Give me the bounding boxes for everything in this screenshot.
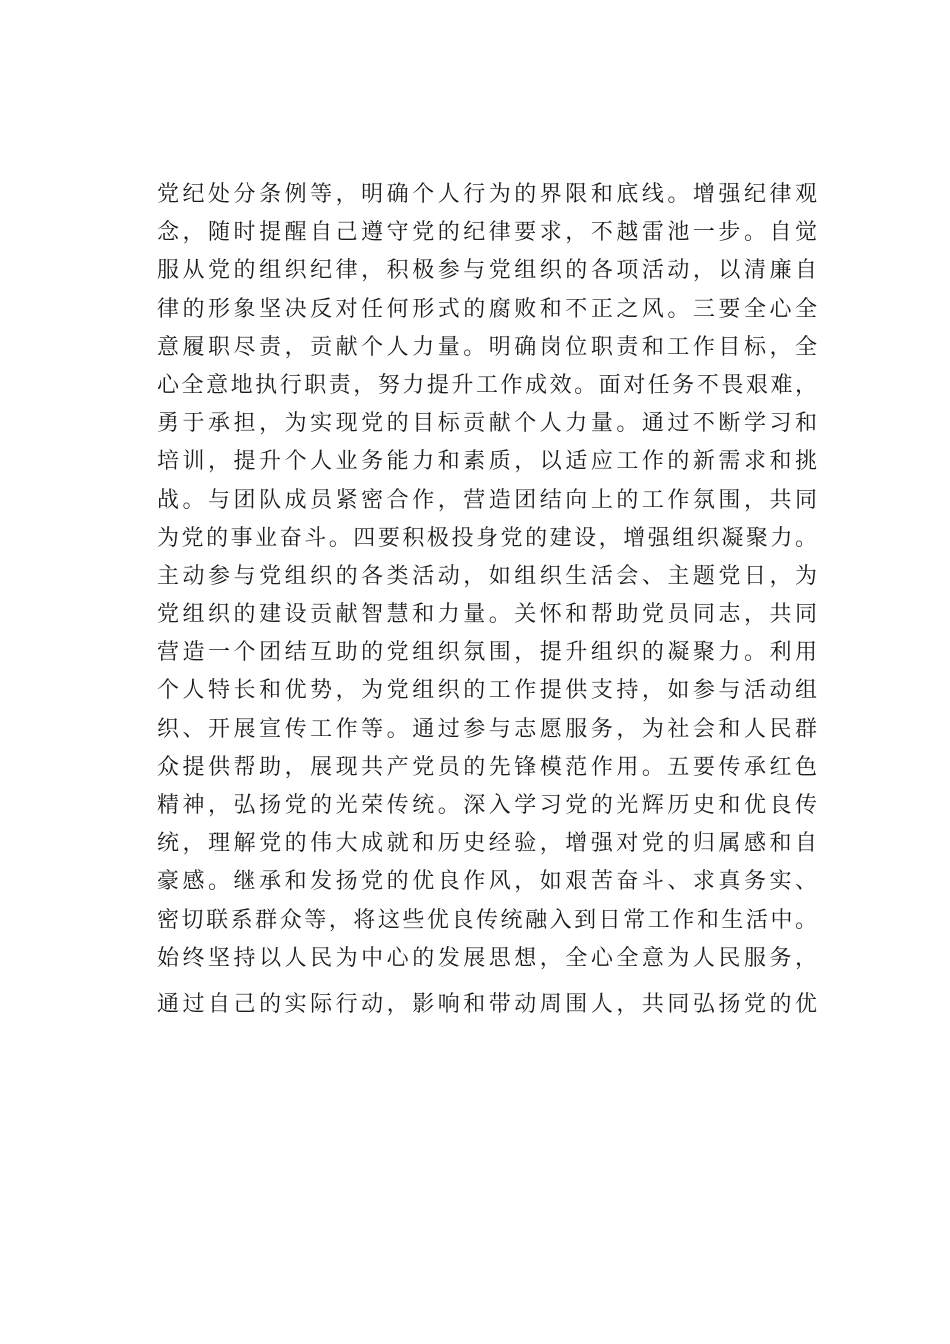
text-line: 豪感。继承和发扬党的优良作风，如艰苦奋斗、求真务实、 [157,869,817,895]
text-line: 勇于承担，为实现党的目标贡献个人力量。通过不断学习和 [157,411,817,437]
text-line: 战。与团队成员紧密合作，营造团结向上的工作氛围，共同 [157,487,817,513]
text-line: 通过自己的实际行动，影响和带动周围人，共同弘扬党的优 [157,991,817,1017]
text-line: 意履职尽责，贡献个人力量。明确岗位职责和工作目标，全 [157,334,817,360]
text-line: 党组织的建设贡献智慧和力量。关怀和帮助党员同志，共同 [157,602,817,628]
text-line: 营造一个团结互助的党组织氛围，提升组织的凝聚力。利用 [157,640,817,666]
text-line: 密切联系群众等，将这些优良传统融入到日常工作和生活中。 [157,907,817,933]
text-line: 服从党的组织纪律，积极参与党组织的各项活动，以清廉自 [157,258,817,284]
body-paragraph [157,176,817,1024]
text-line: 统，理解党的伟大成就和历史经验，增强对党的归属感和自 [157,831,817,857]
text-line: 为党的事业奋斗。四要积极投身党的建设，增强组织凝聚力。 [157,525,817,551]
text-line: 心全意地执行职责，努力提升工作成效。面对任务不畏艰难， [157,372,817,398]
text-line: 念，随时提醒自己遵守党的纪律要求，不越雷池一步。自觉 [157,220,817,246]
text-line: 始终坚持以人民为中心的发展思想，全心全意为人民服务， [157,945,817,971]
text-line: 个人特长和优势，为党组织的工作提供支持，如参与活动组 [157,678,817,704]
text-line: 主动参与党组织的各类活动，如组织生活会、主题党日，为 [157,563,817,589]
text-line: 精神，弘扬党的光荣传统。深入学习党的光辉历史和优良传 [157,793,817,818]
text-line: 织、开展宣传工作等。通过参与志愿服务，为社会和人民群 [157,716,817,742]
text-line: 党纪处分条例等，明确个人行为的界限和底线。增强纪律观 [157,182,817,207]
text-line: 培训，提升个人业务能力和素质，以适应工作的新需求和挑 [157,449,817,475]
text-line: 律的形象坚决反对任何形式的腐败和不正之风。三要全心全 [157,296,817,322]
text-line: 众提供帮助，展现共产党员的先锋模范作用。五要传承红色 [157,754,817,780]
